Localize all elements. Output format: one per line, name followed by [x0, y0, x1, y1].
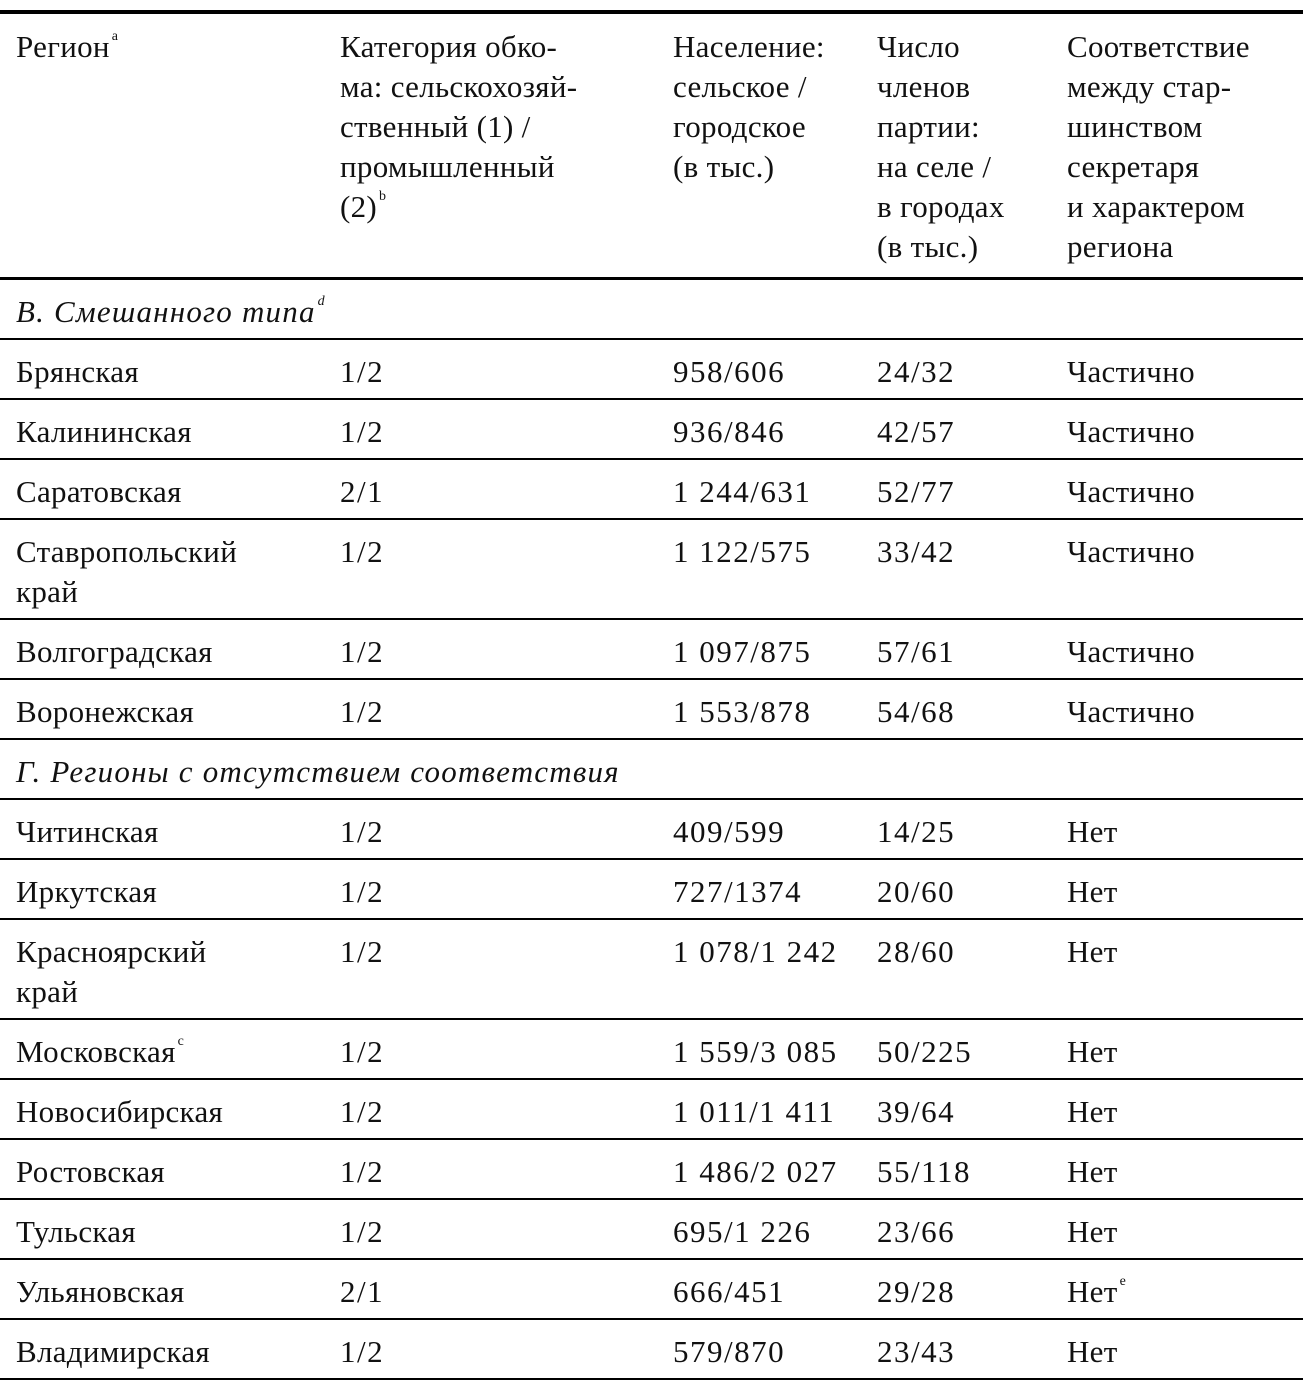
correspondence-cell [1065, 619, 1303, 679]
section-title: В. Смешанного типа [16, 294, 316, 329]
correspondence-cell [1065, 519, 1303, 619]
population-cell-value: 1 011/1 411 [673, 1094, 836, 1129]
region-name-text: Брянская [16, 354, 139, 389]
population-cell-value: 1 553/878 [673, 694, 812, 729]
header-line-text: шинством [1067, 109, 1203, 144]
region-name-text: Воронежская [16, 694, 195, 729]
region-name-text: Калининская [16, 414, 192, 449]
correspondence-cell-value: Нет [1067, 874, 1118, 909]
header-line [877, 27, 1065, 67]
party-members-cell-value: 33/42 [877, 534, 956, 569]
population-cell-value: 727/1374 [673, 874, 803, 909]
header-line [340, 67, 673, 107]
footnote-marker: e [1119, 1274, 1127, 1289]
footnote-marker: c [177, 1034, 185, 1049]
region-name [16, 632, 340, 672]
header-line [1067, 27, 1303, 67]
region-cell [0, 459, 340, 519]
region-name [16, 692, 340, 732]
header-line [340, 147, 673, 187]
header-line [877, 107, 1065, 147]
category-cell-value: 1/2 [340, 934, 385, 969]
region-name-text: Тульская [16, 1214, 136, 1249]
category-cell-value: 1/2 [340, 1094, 385, 1129]
category-cell-value: 1/2 [340, 414, 385, 449]
party-members-cell-value: 20/60 [877, 874, 956, 909]
category-cell-value: 1/2 [340, 874, 385, 909]
table-row [0, 799, 1303, 859]
header-category [340, 12, 673, 279]
population-cell-value: 1 486/2 027 [673, 1154, 838, 1189]
header-population [673, 12, 877, 279]
population-cell-value: 1 097/875 [673, 634, 812, 669]
population-cell [673, 799, 877, 859]
region-cell [0, 619, 340, 679]
population-cell [673, 1079, 877, 1139]
category-cell-value: 2/1 [340, 474, 385, 509]
party-members-cell [877, 859, 1065, 919]
region-name [16, 472, 340, 512]
region-cell [0, 399, 340, 459]
population-cell-value: 936/846 [673, 414, 786, 449]
header-region [0, 12, 340, 279]
header-line [1067, 147, 1303, 187]
party-members-cell-value: 55/118 [877, 1154, 971, 1189]
correspondence-cell [1065, 1019, 1303, 1079]
correspondence-cell [1065, 1139, 1303, 1199]
region-name [16, 1032, 340, 1072]
region-name [16, 352, 340, 392]
region-name-text: край [16, 574, 79, 609]
region-cell [0, 679, 340, 739]
region-cell [0, 1319, 340, 1379]
correspondence-cell [1065, 859, 1303, 919]
header-line [1067, 227, 1303, 267]
section-title-cell [0, 739, 1303, 799]
footnote-marker: b [379, 189, 387, 204]
correspondence-cell [1065, 459, 1303, 519]
region-name-text: Красноярский [16, 934, 207, 969]
header-line [340, 187, 673, 227]
party-members-cell [877, 519, 1065, 619]
correspondence-cell-value: Нет [1067, 1214, 1118, 1249]
category-cell [340, 339, 673, 399]
category-cell-value: 1/2 [340, 1154, 385, 1189]
region-name-text: Волгоградская [16, 634, 213, 669]
header-line-text: на селе / [877, 149, 992, 184]
correspondence-cell [1065, 1319, 1303, 1379]
region-name [16, 572, 340, 612]
correspondence-cell-value: Частично [1067, 534, 1195, 569]
region-name-text: Саратовская [16, 474, 182, 509]
header-line-text: и характером [1067, 189, 1246, 224]
population-cell [673, 1319, 877, 1379]
header-line-text: Население: [673, 29, 825, 64]
correspondence-cell [1065, 399, 1303, 459]
party-members-cell-value: 39/64 [877, 1094, 956, 1129]
region-cell [0, 1139, 340, 1199]
header-line-text: (в тыс.) [673, 149, 775, 184]
population-cell-value: 1 559/3 085 [673, 1034, 838, 1069]
population-cell [673, 339, 877, 399]
header-line [1067, 107, 1303, 147]
region-name [16, 532, 340, 572]
table-row [0, 679, 1303, 739]
header-line-text: (в тыс.) [877, 229, 979, 264]
header-line-text: Соответствие [1067, 29, 1250, 64]
header-line [673, 67, 877, 107]
correspondence-cell-value: Нет [1067, 1034, 1118, 1069]
correspondence-cell-value: Нет [1067, 1154, 1118, 1189]
header-line [877, 227, 1065, 267]
table-row [0, 519, 1303, 619]
party-members-cell [877, 1139, 1065, 1199]
category-cell [340, 679, 673, 739]
header-line-text: в городах [877, 189, 1005, 224]
category-cell [340, 1199, 673, 1259]
table-row [0, 919, 1303, 1019]
region-name [16, 872, 340, 912]
header-correspondence [1065, 12, 1303, 279]
category-cell-value: 1/2 [340, 1034, 385, 1069]
table-row [0, 1079, 1303, 1139]
party-members-cell [877, 1199, 1065, 1259]
correspondence-cell-value: Частично [1067, 474, 1195, 509]
header-line [340, 107, 673, 147]
correspondence-cell [1065, 1079, 1303, 1139]
correspondence-cell-value: Нет [1067, 1334, 1118, 1369]
table-body [0, 279, 1303, 1380]
region-cell [0, 1259, 340, 1319]
category-cell-value: 1/2 [340, 534, 385, 569]
category-cell [340, 1079, 673, 1139]
region-name [16, 1092, 340, 1132]
header-line-text: ственный (1) / [340, 109, 531, 144]
party-members-cell [877, 1079, 1065, 1139]
region-name-text: Владимирская [16, 1334, 210, 1369]
header-line-text: партии: [877, 109, 980, 144]
population-cell [673, 1259, 877, 1319]
party-members-cell-value: 23/43 [877, 1334, 956, 1369]
header-line [673, 147, 877, 187]
party-members-cell-value: 14/25 [877, 814, 956, 849]
region-name-text: Ростовская [16, 1154, 165, 1189]
correspondence-cell-value: Нет [1067, 934, 1118, 969]
region-cell [0, 859, 340, 919]
party-members-cell-value: 54/68 [877, 694, 956, 729]
section-title-cell [0, 279, 1303, 340]
category-cell-value: 1/2 [340, 1214, 385, 1249]
header-line [877, 147, 1065, 187]
population-cell-value: 1 078/1 242 [673, 934, 838, 969]
header-line-text: ма: сельскохозяй- [340, 69, 578, 104]
header-row [0, 12, 1303, 279]
footnote-marker: a [111, 29, 119, 44]
region-name [16, 1212, 340, 1252]
correspondence-cell [1065, 679, 1303, 739]
category-cell [340, 1259, 673, 1319]
party-members-cell-value: 29/28 [877, 1274, 956, 1309]
header-line-text: членов [877, 69, 971, 104]
party-members-cell-value: 42/57 [877, 414, 956, 449]
table-row [0, 1259, 1303, 1319]
population-cell-value: 695/1 226 [673, 1214, 812, 1249]
correspondence-cell [1065, 799, 1303, 859]
header-line-text: (2) [340, 189, 378, 224]
population-cell [673, 459, 877, 519]
table-header [0, 12, 1303, 279]
footnote-marker: d [317, 294, 326, 309]
population-cell-value: 1 244/631 [673, 474, 812, 509]
correspondence-cell-value: Частично [1067, 354, 1195, 389]
header-line-text: секретаря [1067, 149, 1200, 184]
header-line [877, 67, 1065, 107]
header-line [1067, 187, 1303, 227]
region-name [16, 972, 340, 1012]
population-cell-value: 579/870 [673, 1334, 786, 1369]
category-cell [340, 459, 673, 519]
party-members-cell-value: 52/77 [877, 474, 956, 509]
party-members-cell [877, 1019, 1065, 1079]
party-members-cell [877, 459, 1065, 519]
party-members-cell [877, 799, 1065, 859]
category-cell-value: 1/2 [340, 814, 385, 849]
header-line-text: Число [877, 29, 960, 64]
population-cell [673, 619, 877, 679]
table-row [0, 1319, 1303, 1379]
category-cell [340, 859, 673, 919]
region-name [16, 1272, 340, 1312]
section-header-row [0, 739, 1303, 799]
table-row [0, 619, 1303, 679]
header-line-text: Категория обко- [340, 29, 558, 64]
correspondence-cell [1065, 1199, 1303, 1259]
header-line [1067, 67, 1303, 107]
population-cell-value: 958/606 [673, 354, 786, 389]
header-line [16, 27, 340, 67]
table-row [0, 459, 1303, 519]
region-name [16, 412, 340, 452]
category-cell [340, 619, 673, 679]
correspondence-cell [1065, 1259, 1303, 1319]
party-members-cell [877, 339, 1065, 399]
region-name [16, 932, 340, 972]
population-cell [673, 399, 877, 459]
category-cell [340, 799, 673, 859]
correspondence-cell-value: Нет [1067, 814, 1118, 849]
region-cell [0, 519, 340, 619]
table-row [0, 399, 1303, 459]
header-line [673, 27, 877, 67]
category-cell [340, 1019, 673, 1079]
section-header-row [0, 279, 1303, 340]
party-members-cell [877, 399, 1065, 459]
party-members-cell-value: 24/32 [877, 354, 956, 389]
header-line [673, 107, 877, 147]
table-row [0, 859, 1303, 919]
header-line-text: промышленный [340, 149, 555, 184]
correspondence-cell [1065, 339, 1303, 399]
header-party-members [877, 12, 1065, 279]
population-cell-value: 666/451 [673, 1274, 786, 1309]
category-cell-value: 1/2 [340, 634, 385, 669]
category-cell-value: 2/1 [340, 1274, 385, 1309]
regions-table [0, 10, 1303, 1380]
region-cell [0, 919, 340, 1019]
region-name-text: край [16, 974, 79, 1009]
header-line-text: между стар- [1067, 69, 1232, 104]
region-name-text: Новосибирская [16, 1094, 224, 1129]
party-members-cell [877, 919, 1065, 1019]
header-line-text: Регион [16, 29, 110, 64]
party-members-cell-value: 50/225 [877, 1034, 973, 1069]
party-members-cell [877, 1259, 1065, 1319]
correspondence-cell [1065, 919, 1303, 1019]
table-row [0, 339, 1303, 399]
population-cell [673, 1139, 877, 1199]
header-line-text: региона [1067, 229, 1174, 264]
header-line [877, 187, 1065, 227]
correspondence-cell-value: Нет [1067, 1094, 1118, 1129]
category-cell-value: 1/2 [340, 1334, 385, 1369]
category-cell [340, 399, 673, 459]
correspondence-cell-value: Частично [1067, 694, 1195, 729]
party-members-cell [877, 679, 1065, 739]
category-cell [340, 919, 673, 1019]
population-cell [673, 679, 877, 739]
population-cell [673, 919, 877, 1019]
party-members-cell-value: 57/61 [877, 634, 956, 669]
category-cell-value: 1/2 [340, 694, 385, 729]
header-line-text: сельское / [673, 69, 807, 104]
region-name-text: Иркутская [16, 874, 158, 909]
region-name-text: Ставропольский [16, 534, 238, 569]
region-name-text: Читинская [16, 814, 159, 849]
population-cell [673, 1199, 877, 1259]
correspondence-cell-value: Нет [1067, 1274, 1118, 1309]
region-cell [0, 1079, 340, 1139]
region-name-text: Ульяновская [16, 1274, 185, 1309]
table-row [0, 1019, 1303, 1079]
region-name-text: Московская [16, 1034, 176, 1069]
category-cell [340, 519, 673, 619]
header-line-text: городское [673, 109, 806, 144]
region-cell [0, 1019, 340, 1079]
correspondence-cell-value: Частично [1067, 634, 1195, 669]
category-cell [340, 1139, 673, 1199]
population-cell-value: 409/599 [673, 814, 786, 849]
region-cell [0, 1199, 340, 1259]
table-row [0, 1199, 1303, 1259]
correspondence-cell-value: Частично [1067, 414, 1195, 449]
population-cell [673, 859, 877, 919]
region-name [16, 812, 340, 852]
region-name [16, 1152, 340, 1192]
population-cell-value: 1 122/575 [673, 534, 812, 569]
region-cell [0, 339, 340, 399]
party-members-cell [877, 619, 1065, 679]
category-cell [340, 1319, 673, 1379]
population-cell [673, 1019, 877, 1079]
party-members-cell [877, 1319, 1065, 1379]
party-members-cell-value: 28/60 [877, 934, 956, 969]
category-cell-value: 1/2 [340, 354, 385, 389]
table-row [0, 1139, 1303, 1199]
section-title: Г. Регионы с отсутствием соответствия [16, 754, 620, 789]
region-cell [0, 799, 340, 859]
party-members-cell-value: 23/66 [877, 1214, 956, 1249]
header-line [340, 27, 673, 67]
population-cell [673, 519, 877, 619]
region-name [16, 1332, 340, 1372]
